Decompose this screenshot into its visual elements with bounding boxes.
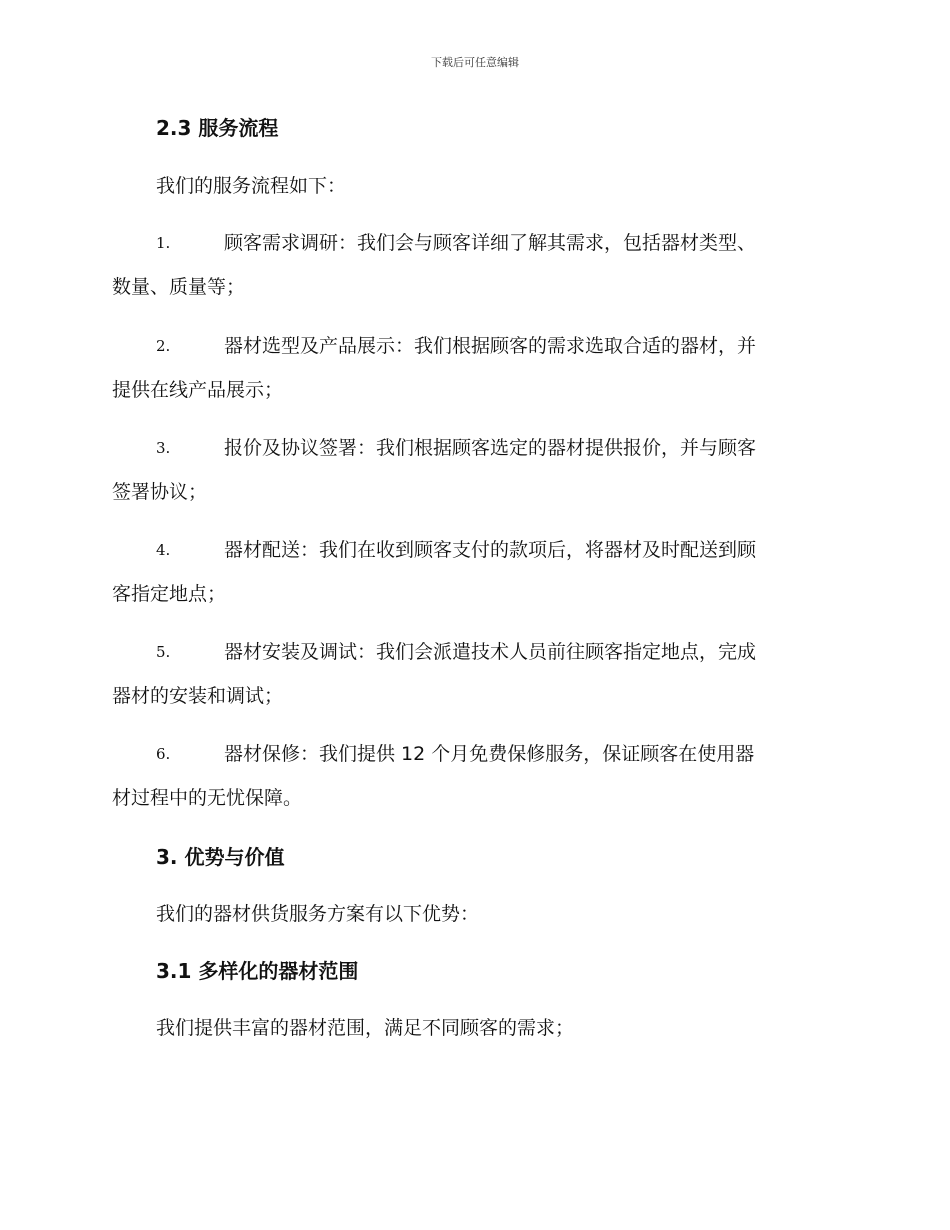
- section-intro-3: 我们的器材供货服务方案有以下优势：: [156, 903, 480, 925]
- list-item-text: 器材安装及调试：我们会派遣技术人员前往顾客指定地点，完成: [224, 641, 757, 663]
- list-item-text-continued: 提供在线产品展示；: [112, 379, 284, 401]
- list-item-number: 1.: [156, 234, 171, 252]
- list-item-text-continued: 客指定地点；: [112, 583, 227, 605]
- list-item-number: 6.: [156, 745, 171, 763]
- list-item-text-continued: 材过程中的无忧保障。: [112, 787, 303, 809]
- list-item-text-continued: 数量、质量等；: [112, 276, 246, 298]
- list-item-number: 2.: [156, 337, 171, 355]
- list-item-text: 器材配送：我们在收到顾客支付的款项后，将器材及时配送到顾: [224, 539, 757, 561]
- list-item-text: 报价及协议签署：我们根据顾客选定的器材提供报价，并与顾客: [224, 437, 757, 459]
- list-item-number: 4.: [156, 541, 171, 559]
- section-heading-2-3: 2.3 服务流程: [156, 116, 279, 140]
- list-item-number: 5.: [156, 643, 171, 661]
- section-intro-2-3: 我们的服务流程如下：: [156, 175, 347, 197]
- list-item-text-continued: 签署协议；: [112, 481, 208, 503]
- list-item-text-continued: 器材的安装和调试；: [112, 685, 284, 707]
- section-heading-3: 3. 优势与价值: [156, 845, 285, 869]
- list-item-text: 器材保修：我们提供 12 个月免费保修服务，保证顾客在使用器: [224, 743, 755, 765]
- section-heading-3-1: 3.1 多样化的器材范围: [156, 959, 359, 983]
- list-item-text: 器材选型及产品展示：我们根据顾客的需求选取合适的器材，并: [224, 335, 757, 357]
- list-item-text: 顾客需求调研：我们会与顾客详细了解其需求，包括器材类型、: [224, 232, 757, 254]
- section-body-3-1: 我们提供丰富的器材范围，满足不同顾客的需求；: [156, 1017, 575, 1039]
- list-item-number: 3.: [156, 439, 171, 457]
- page-header-note: 下载后可任意编辑: [431, 56, 519, 69]
